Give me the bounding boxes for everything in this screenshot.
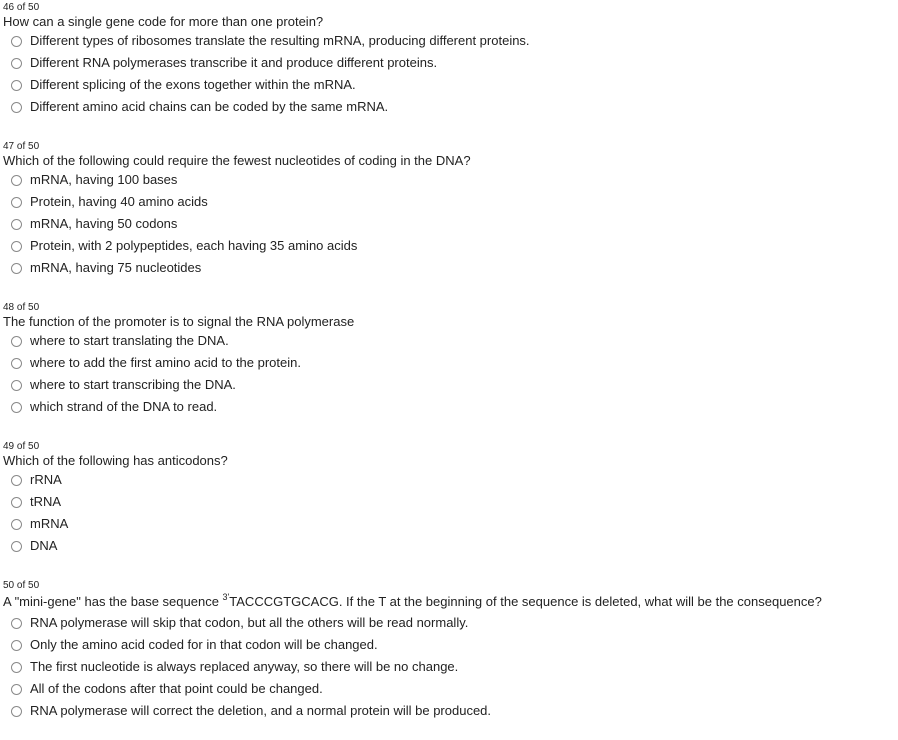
radio-button[interactable] bbox=[11, 519, 22, 530]
answer-option[interactable] bbox=[3, 330, 893, 352]
answer-option[interactable] bbox=[3, 656, 893, 678]
option-label[interactable]: Different amino acid chains can be coded by the same mRNA. bbox=[30, 99, 389, 114]
radio-button[interactable] bbox=[11, 640, 22, 651]
answer-option[interactable] bbox=[3, 535, 893, 557]
radio-button[interactable] bbox=[11, 497, 22, 508]
answer-option[interactable] bbox=[3, 374, 893, 396]
answer-option[interactable] bbox=[3, 257, 893, 279]
option-label[interactable]: tRNA bbox=[30, 494, 62, 509]
option-label[interactable]: rRNA bbox=[30, 472, 62, 487]
option-label[interactable]: mRNA bbox=[30, 516, 69, 531]
answer-option[interactable] bbox=[3, 96, 893, 118]
radio-button[interactable] bbox=[11, 102, 22, 113]
question-number: 50 of 50 bbox=[3, 580, 40, 591]
answer-option[interactable] bbox=[3, 513, 893, 535]
question-50 bbox=[3, 580, 893, 722]
radio-button[interactable] bbox=[11, 402, 22, 413]
answer-option[interactable] bbox=[3, 191, 893, 213]
option-label[interactable]: Different RNA polymerases transcribe it and produce different proteins. bbox=[30, 55, 438, 70]
answer-option[interactable] bbox=[3, 678, 893, 700]
question-text: The function of the promoter is to signal the RNA polymerase bbox=[3, 314, 355, 329]
option-label[interactable]: Only the amino acid coded for in that codon will be changed. bbox=[30, 637, 378, 652]
radio-button[interactable] bbox=[11, 197, 22, 208]
question-46 bbox=[3, 2, 893, 118]
radio-button[interactable] bbox=[11, 684, 22, 695]
answer-option[interactable] bbox=[3, 634, 893, 656]
question-number: 46 of 50 bbox=[3, 2, 40, 13]
radio-button[interactable] bbox=[11, 263, 22, 274]
radio-button[interactable] bbox=[11, 80, 22, 91]
radio-button[interactable] bbox=[11, 662, 22, 673]
answer-option[interactable] bbox=[3, 396, 893, 418]
question-48 bbox=[3, 302, 893, 418]
radio-button[interactable] bbox=[11, 36, 22, 47]
answer-option[interactable] bbox=[3, 213, 893, 235]
question-number: 49 of 50 bbox=[3, 441, 40, 452]
option-label[interactable]: Protein, with 2 polypeptides, each having 35 amino acids bbox=[30, 238, 358, 253]
option-label[interactable]: All of the codons after that point could be changed. bbox=[30, 681, 323, 696]
radio-button[interactable] bbox=[11, 336, 22, 347]
radio-button[interactable] bbox=[11, 58, 22, 69]
radio-button[interactable] bbox=[11, 241, 22, 252]
option-label[interactable]: RNA polymerase will skip that codon, but all the others will be read normally. bbox=[30, 615, 469, 630]
answer-option[interactable] bbox=[3, 235, 893, 257]
question-text: How can a single gene code for more than one protein? bbox=[3, 14, 324, 29]
option-label[interactable]: mRNA, having 50 codons bbox=[30, 216, 178, 231]
answer-option[interactable] bbox=[3, 52, 893, 74]
answer-option[interactable] bbox=[3, 469, 893, 491]
answer-option[interactable] bbox=[3, 74, 893, 96]
question-text-after: TACCCGTGCACG. If the T at the beginning of the sequence is deleted, what will be the consequence? bbox=[229, 594, 822, 609]
question-text: Which of the following has anticodons? bbox=[3, 453, 228, 468]
radio-button[interactable] bbox=[11, 706, 22, 717]
question-text-before: A "mini-gene" has the base sequence bbox=[3, 594, 223, 609]
radio-button[interactable] bbox=[11, 175, 22, 186]
answer-option[interactable] bbox=[3, 30, 893, 52]
question-number: 47 of 50 bbox=[3, 141, 40, 152]
answer-option[interactable] bbox=[3, 169, 893, 191]
option-label[interactable]: Different splicing of the exons together within the mRNA. bbox=[30, 77, 356, 92]
option-label[interactable]: where to start transcribing the DNA. bbox=[30, 377, 236, 392]
radio-button[interactable] bbox=[11, 618, 22, 629]
option-label[interactable]: Different types of ribosomes translate the resulting mRNA, producing different proteins. bbox=[30, 33, 530, 48]
radio-button[interactable] bbox=[11, 475, 22, 486]
sequence-prime-label: 3' bbox=[222, 591, 230, 602]
radio-button[interactable] bbox=[11, 219, 22, 230]
option-label[interactable]: The first nucleotide is always replaced anyway, so there will be no change. bbox=[30, 659, 459, 674]
option-label[interactable]: where to start translating the DNA. bbox=[30, 333, 229, 348]
option-label[interactable]: RNA polymerase will correct the deletion, and a normal protein will be produced. bbox=[30, 703, 492, 718]
question-49 bbox=[3, 441, 893, 557]
answer-option[interactable] bbox=[3, 700, 893, 722]
radio-button[interactable] bbox=[11, 541, 22, 552]
answer-option[interactable] bbox=[3, 612, 893, 634]
answer-option[interactable] bbox=[3, 491, 893, 513]
radio-button[interactable] bbox=[11, 358, 22, 369]
option-label[interactable]: Protein, having 40 amino acids bbox=[30, 194, 208, 209]
question-text: Which of the following could require the fewest nucleotides of coding in the DNA? bbox=[3, 153, 471, 168]
radio-button[interactable] bbox=[11, 380, 22, 391]
option-label[interactable]: where to add the first amino acid to the protein. bbox=[30, 355, 301, 370]
option-label[interactable]: DNA bbox=[30, 538, 58, 553]
option-label[interactable]: mRNA, having 75 nucleotides bbox=[30, 260, 202, 275]
question-number: 48 of 50 bbox=[3, 302, 40, 313]
option-label[interactable]: which strand of the DNA to read. bbox=[30, 399, 218, 414]
question-47 bbox=[3, 141, 893, 279]
option-label[interactable]: mRNA, having 100 bases bbox=[30, 172, 178, 187]
answer-option[interactable] bbox=[3, 352, 893, 374]
question-text bbox=[3, 592, 893, 612]
